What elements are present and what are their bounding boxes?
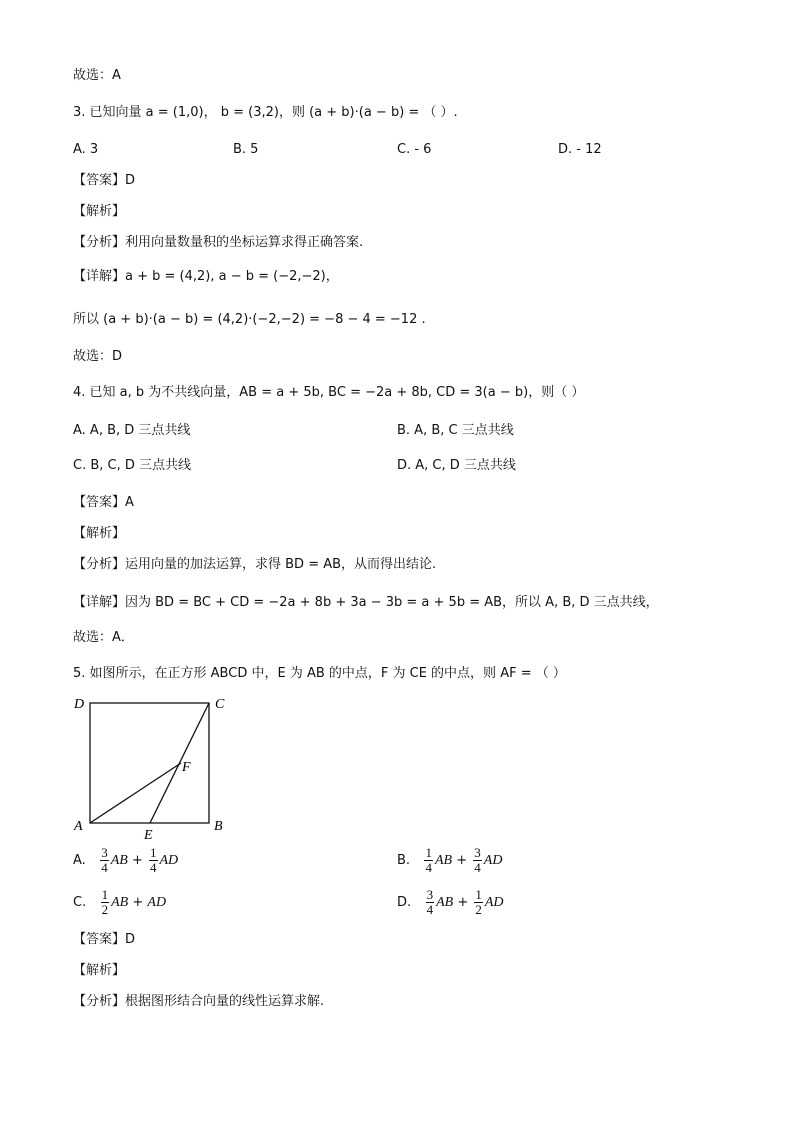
square-figure (70, 693, 260, 843)
q5-analysis-heading: 【解析】 (73, 963, 126, 978)
q5-option-b: B. $\frac{1}{4}$ AB + $\frac{3}{4}$ AD (397, 845, 503, 875)
q3-option-b: B. 5 (233, 142, 259, 157)
label-a: A (74, 819, 83, 834)
q3-analysis-heading: 【解析】 (73, 204, 126, 219)
q4-choice: 故选：A． (73, 630, 134, 645)
fraction: $\frac{1}{2}$ (101, 887, 109, 917)
q3-detail: 【详解】a + b = (4,2), a − b = (−2,−2)， (73, 269, 339, 284)
q3-option-c: C. - 6 (397, 142, 432, 157)
fraction: $\frac{3}{4}$ (426, 887, 434, 917)
question-5: 5. 如图所示，在正方形 ABCD 中，E 为 AB 的中点，F 为 CE 的中点，则 AF = （ ） (73, 666, 566, 681)
fraction: $\frac{1}{2}$ (475, 887, 482, 917)
q5-analysis: 【分析】根据图形结合向量的线性运算求解. (73, 994, 325, 1009)
label-e: E (144, 828, 153, 843)
q4-analysis: 【分析】运用向量的加法运算，求得 BD = AB，从而得出结论. (73, 557, 437, 572)
q3-analysis: 【分析】利用向量数量积的坐标运算求得正确答案. (73, 235, 364, 250)
q4-option-c: C. B, C, D 三点共线 (73, 458, 192, 473)
fraction: $\frac{1}{4}$ (150, 845, 157, 875)
fraction: $\frac{1}{4}$ (425, 845, 432, 875)
q4-option-a: A. A, B, D 三点共线 (73, 423, 191, 438)
q5-option-d: D. $\frac{3}{4}$ AB + $\frac{1}{2}$ AD (397, 887, 504, 917)
q3-conclusion: 所以 (a + b)·(a − b) = (4,2)·(−2,−2) = −8 − 4 = −12 . (73, 312, 426, 327)
answer-line: 故选：A (73, 68, 121, 83)
fraction: $\frac{3}{4}$ (474, 845, 481, 875)
question-3: 3. 已知向量 a = (1,0)， b = (3,2)，则 (a + b)·(a − b) = （ ）. (73, 105, 458, 120)
label-b: B (214, 819, 223, 834)
q4-option-d: D. A, C, D 三点共线 (397, 458, 516, 473)
q4-answer: 【答案】A (73, 495, 134, 510)
label-d: D (74, 697, 85, 712)
segment-af (90, 763, 181, 823)
q4-detail: 【详解】因为 BD = BC + CD = −2a + 8b + 3a − 3b = a + 5b = AB，所以 A, B, D 三点共线， (73, 595, 659, 610)
q4-option-b: B. A, B, C 三点共线 (397, 423, 514, 438)
fraction: $\frac{3}{4}$ (101, 845, 108, 875)
q4-analysis-heading: 【解析】 (73, 526, 126, 541)
q5-answer: 【答案】D (73, 932, 136, 947)
label-c: C (215, 697, 225, 712)
square-abcd (90, 703, 209, 823)
segment-ec (150, 703, 209, 823)
question-4: 4. 已知 a, b 为不共线向量，AB = a + 5b, BC = −2a + 8b, CD = 3(a − b)，则（ ） (73, 385, 585, 400)
q5-option-c: C. $\frac{1}{2}$ AB + AD (73, 887, 167, 917)
label-f: F (182, 760, 191, 775)
q3-option-a: A. 3 (73, 142, 99, 157)
q5-option-a: A. $\frac{3}{4}$ AB + $\frac{1}{4}$ AD (73, 845, 179, 875)
q3-answer: 【答案】D (73, 173, 136, 188)
q3-choice: 故选：D (73, 349, 123, 364)
q3-option-d: D. - 12 (558, 142, 602, 157)
